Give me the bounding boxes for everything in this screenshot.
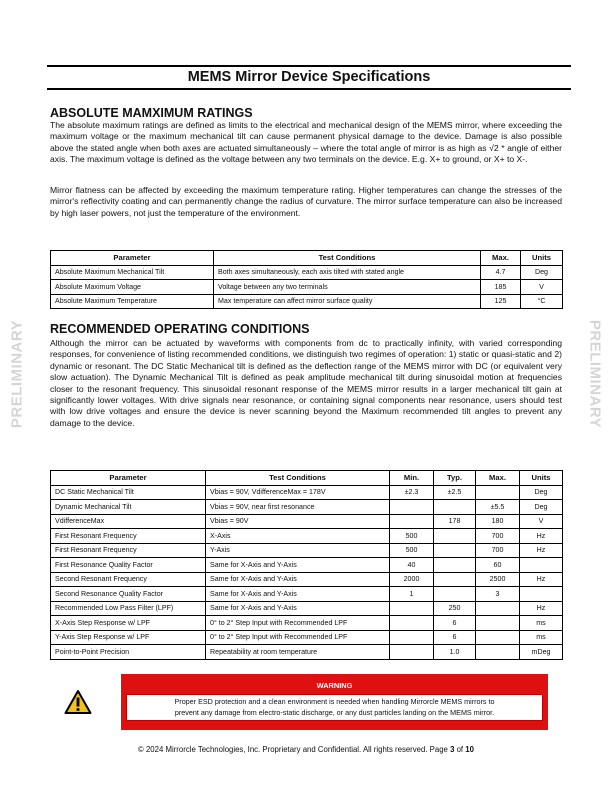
- table-cell: 6: [434, 616, 476, 631]
- column-header: Units: [521, 251, 563, 266]
- table-cell: 2500: [476, 572, 520, 587]
- table-cell: ms: [520, 630, 563, 645]
- table-cell: 250: [434, 601, 476, 616]
- table-cell: Max temperature can affect mirror surface quality: [214, 294, 481, 309]
- table-cell: Repeatability at room temperature: [206, 645, 390, 660]
- table-cell: Recommended Low Pass Filter (LPF): [51, 601, 206, 616]
- table-cell: Second Resonant Frequency: [51, 572, 206, 587]
- table-cell: Same for X-Axis and Y-Axis: [206, 558, 390, 573]
- abs-max-heading: ABSOLUTE MAMXIMUM RATINGS: [50, 106, 253, 120]
- table-cell: First Resonant Frequency: [51, 543, 206, 558]
- title-rule-bottom: [47, 88, 571, 90]
- table-cell: X-Axis: [206, 529, 390, 544]
- table-cell: Second Resonance Quality Factor: [51, 587, 206, 602]
- table-cell: 1.0: [434, 645, 476, 660]
- table-cell: Both axes simultaneously, each axis tilted with stated angle: [214, 265, 481, 280]
- page-footer: [0, 745, 612, 754]
- warning-box: [121, 674, 548, 730]
- warning-line-1: Proper ESD protection and a clean environment is needed when handling Mirrorcle MEMS mirrors to: [174, 697, 495, 706]
- table-cell: Vbias = 90V, VdifferenceMax = 178V: [206, 485, 390, 500]
- table-cell: Deg: [520, 485, 563, 500]
- column-header: Parameter: [51, 471, 206, 486]
- table-cell: [390, 616, 434, 631]
- table-cell: 0° to 2° Step Input with Recommended LPF: [206, 630, 390, 645]
- table-cell: [520, 558, 563, 573]
- table-cell: 700: [476, 529, 520, 544]
- warning-message: [126, 694, 543, 721]
- table-cell: 6: [434, 630, 476, 645]
- table-cell: Same for X-Axis and Y-Axis: [206, 587, 390, 602]
- table-cell: Y-Axis Step Response w/ LPF: [51, 630, 206, 645]
- table-cell: 2000: [390, 572, 434, 587]
- warning-line-2: prevent any damage from electro-static discharge, or any dust particles landing on the MEMS mirror.: [174, 707, 495, 717]
- table-cell: 180: [476, 514, 520, 529]
- table-cell: V: [521, 280, 563, 295]
- table-row: [51, 601, 563, 616]
- table-row: [51, 558, 563, 573]
- table-cell: 40: [390, 558, 434, 573]
- table-cell: ms: [520, 616, 563, 631]
- table-cell: [390, 500, 434, 515]
- table-cell: °C: [521, 294, 563, 309]
- column-header: Max.: [481, 251, 521, 266]
- table-row: [51, 529, 563, 544]
- table-row: [51, 616, 563, 631]
- column-header: Min.: [390, 471, 434, 486]
- table-cell: [476, 616, 520, 631]
- table-cell: Vbias = 90V: [206, 514, 390, 529]
- table-cell: 178: [434, 514, 476, 529]
- table-row: [51, 587, 563, 602]
- abs-max-paragraph-1: The absolute maximum ratings are defined as limits to the electrical and mechanical design of the MEMS mirror, where exceeding the maximum voltage or the maximum mechanical tilt can cause permanent physical damage to the device. Damage is also possible above the stated angle when both axes are actuated simultaneously – where the total angle of mirror is as high as √2 * angle of either axis. The maximum voltage is defined as the voltage between any two terminals on the device. E.g. X+ to ground, or X+ to X-.: [50, 120, 562, 165]
- table-row: [51, 280, 563, 295]
- table-cell: Hz: [520, 543, 563, 558]
- table-cell: 500: [390, 529, 434, 544]
- table-row: [51, 294, 563, 309]
- footer-page-number: 3: [450, 745, 455, 754]
- table-cell: Same for X-Axis and Y-Axis: [206, 601, 390, 616]
- table-cell: 500: [390, 543, 434, 558]
- table-cell: [476, 485, 520, 500]
- table-cell: Voltage between any two terminals: [214, 280, 481, 295]
- column-header: Parameter: [51, 251, 214, 266]
- table-cell: 1: [390, 587, 434, 602]
- table-cell: 185: [481, 280, 521, 295]
- table-cell: [434, 587, 476, 602]
- column-header: Test Conditions: [214, 251, 481, 266]
- footer-copyright: © 2024 Mirrorcle Technologies, Inc. Proprietary and Confidential. All rights reserved. Page: [138, 745, 451, 754]
- table-cell: Hz: [520, 572, 563, 587]
- table-cell: DC Static Mechanical Tilt: [51, 485, 206, 500]
- table-cell: X-Axis Step Response w/ LPF: [51, 616, 206, 631]
- table-cell: [434, 500, 476, 515]
- rec-op-paragraph: Although the mirror can be actuated by waveforms with components from dc to practically infinity, with varied corresponding responses, for convenience of listing recommended conditions, we distinguish two regimes of operation: 1) static or quasi-static and 2) dynamic or resonant. The DC Static Mechanical tilt is defined as the deflection range of the MEMS mirror with DC (or equivalent very slow actuation). The Dynamic Mechanical Tilt is defined as peak amplitude mechanical tilt during sinusoidal motion at frequencies closer to the resonant frequency. This sinusoidal resonant response of the MEMS mirror results in a larger mechanical tilt gain at significantly lower voltages. With drive signals near resonance, or containing signal components near resonance, users should test with low drive voltages and ensure the device is never scanning beyond the Maximum recommended tilt angles to prevent any damage to the device.: [50, 338, 562, 428]
- table-cell: [390, 630, 434, 645]
- column-header: Max.: [476, 471, 520, 486]
- table-cell: First Resonance Quality Factor: [51, 558, 206, 573]
- table-cell: ±2.5: [434, 485, 476, 500]
- table-cell: [390, 514, 434, 529]
- table-row: [51, 265, 563, 280]
- table-cell: [434, 543, 476, 558]
- table-cell: 60: [476, 558, 520, 573]
- table-cell: [434, 529, 476, 544]
- table-cell: mDeg: [520, 645, 563, 660]
- table-cell: [434, 558, 476, 573]
- document-title: MEMS Mirror Device Specifications: [187, 69, 431, 85]
- table-cell: Hz: [520, 529, 563, 544]
- table-cell: [476, 645, 520, 660]
- table-cell: [390, 601, 434, 616]
- table-cell: 4.7: [481, 265, 521, 280]
- table-cell: 700: [476, 543, 520, 558]
- table-cell: Absolute Maximum Temperature: [51, 294, 214, 309]
- table-cell: [476, 630, 520, 645]
- table-cell: ±2.3: [390, 485, 434, 500]
- rec-op-heading: RECOMMENDED OPERATING CONDITIONS: [50, 322, 310, 336]
- table-cell: [390, 645, 434, 660]
- table-cell: Deg: [520, 500, 563, 515]
- table-row: [51, 630, 563, 645]
- table-cell: VdifferenceMax: [51, 514, 206, 529]
- table-cell: 125: [481, 294, 521, 309]
- table-cell: Point-to-Point Precision: [51, 645, 206, 660]
- rec-op-table: [50, 470, 563, 660]
- table-cell: Deg: [521, 265, 563, 280]
- table-cell: [520, 587, 563, 602]
- table-cell: Vbias = 90V, near first resonance: [206, 500, 390, 515]
- column-header: Units: [520, 471, 563, 486]
- table-cell: V: [520, 514, 563, 529]
- column-header: Typ.: [434, 471, 476, 486]
- table-cell: 3: [476, 587, 520, 602]
- table-cell: Absolute Maximum Mechanical Tilt: [51, 265, 214, 280]
- footer-page-total: 10: [465, 745, 474, 754]
- table-cell: First Resonant Frequency: [51, 529, 206, 544]
- abs-max-paragraph-2: Mirror flatness can be affected by exceeding the maximum temperature rating. Higher temperatures can change the stresses of the mirror's reflectivity coating and can permanently change the radius of curvature. The mirror surface temperature can also be increased by high laser powers, not just the temperature of the environment.: [50, 185, 562, 218]
- table-cell: Dynamic Mechanical Tilt: [51, 500, 206, 515]
- table-header-row: [51, 251, 563, 266]
- table-header-row: [51, 471, 563, 486]
- table-cell: 0° to 2° Step Input with Recommended LPF: [206, 616, 390, 631]
- table-row: [51, 572, 563, 587]
- table-cell: Y-Axis: [206, 543, 390, 558]
- watermark-right: PRELIMINARY: [586, 319, 604, 429]
- footer-of: of: [454, 745, 466, 754]
- table-row: [51, 645, 563, 660]
- table-cell: ±5.5: [476, 500, 520, 515]
- table-cell: [434, 572, 476, 587]
- table-cell: Hz: [520, 601, 563, 616]
- table-row: [51, 485, 563, 500]
- table-cell: Absolute Maximum Voltage: [51, 280, 214, 295]
- warning-title: WARNING: [316, 681, 353, 690]
- column-header: Test Conditions: [206, 471, 390, 486]
- warning-triangle-icon: [64, 689, 92, 715]
- table-row: [51, 514, 563, 529]
- watermark-left: PRELIMINARY: [8, 319, 26, 429]
- abs-max-table: [50, 250, 563, 309]
- table-row: [51, 500, 563, 515]
- table-cell: Same for X-Axis and Y-Axis: [206, 572, 390, 587]
- table-cell: [476, 601, 520, 616]
- table-row: [51, 543, 563, 558]
